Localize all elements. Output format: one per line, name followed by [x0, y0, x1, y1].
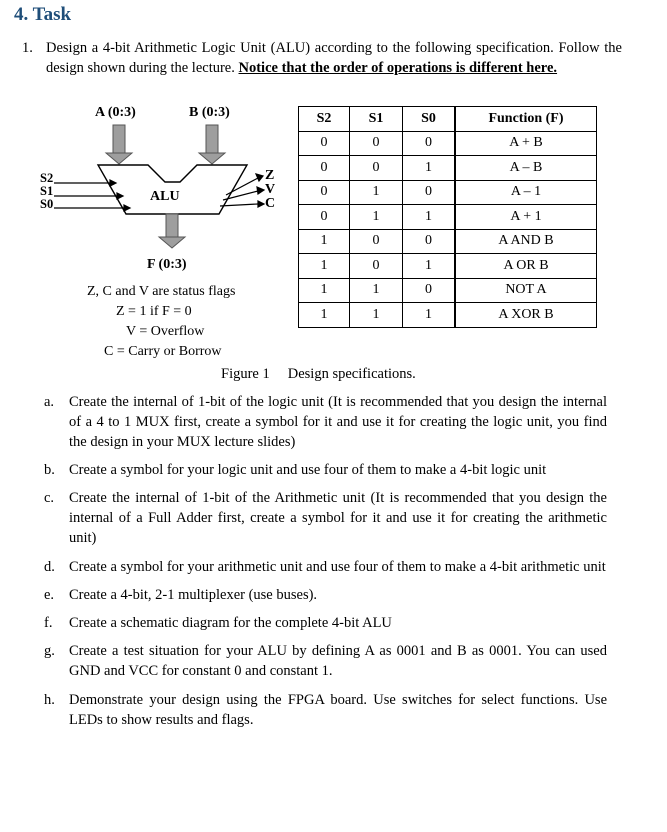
cell: 0 — [350, 254, 403, 279]
cell-function: A OR B — [455, 254, 597, 279]
flag-v-label: V — [265, 182, 276, 197]
task-text: Create a symbol for your arithmetic unit and use four of them to make a 4-bit arithmetic unit — [69, 559, 606, 575]
input-arrow-b — [199, 125, 225, 164]
intro-paragraph — [22, 38, 622, 78]
list-item — [22, 613, 607, 633]
output-arrow-f — [159, 214, 185, 248]
caption-label: Figure 1 — [221, 366, 270, 382]
cell: 0 — [350, 156, 403, 181]
alu-label: ALU — [150, 189, 180, 204]
list-item — [22, 641, 607, 681]
list-item — [22, 557, 607, 577]
table-row — [299, 180, 597, 205]
cell: 0 — [299, 131, 350, 156]
cell: 1 — [299, 229, 350, 254]
task-text: Create a symbol for your logic unit and use four of them to make a 4-bit logic unit — [69, 462, 547, 478]
cell: 0 — [299, 205, 350, 230]
section-heading: 4. Task — [14, 4, 72, 25]
flag-z-label: Z — [265, 168, 275, 183]
table-row — [299, 205, 597, 230]
cell: 0 — [403, 229, 456, 254]
select-s0-label: S0 — [40, 197, 54, 211]
cell: 0 — [299, 180, 350, 205]
task-label: e. — [44, 587, 55, 603]
cell: 0 — [403, 131, 456, 156]
cell: 0 — [403, 180, 456, 205]
table-row — [299, 229, 597, 254]
header-s2: S2 — [299, 107, 350, 132]
figure-caption — [221, 366, 416, 383]
intro-number: 1. — [22, 40, 33, 56]
task-text: Create a test situation for your ALU by defining A as 0001 and B as 0001. You can used GND and VCC for constant 0 and constant 1. — [69, 643, 607, 679]
cell-function: A – B — [455, 156, 597, 181]
cell-function: A AND B — [455, 229, 597, 254]
intro-text: Design a 4-bit Arithmetic Logic Unit (ALU) according to the following specification. Follow the design shown during the lecture. — [46, 40, 622, 76]
cell: 1 — [350, 180, 403, 205]
cell-function: A – 1 — [455, 180, 597, 205]
cell: 0 — [350, 229, 403, 254]
spec-table — [298, 106, 597, 328]
z-definition: Z = 1 if F = 0 — [116, 304, 192, 319]
header-s0: S0 — [403, 107, 456, 132]
cell: 1 — [350, 303, 403, 328]
cell: 1 — [299, 254, 350, 279]
cell: 1 — [350, 205, 403, 230]
task-text: Create the internal of 1-bit of the logic unit (It is recommended that you design the internal of a 4 to 1 MUX first, create a symbol for it and use it for creating the logic unit, you find the design in your MUX lecture slides) — [69, 394, 607, 450]
cell-function: A XOR B — [455, 303, 597, 328]
cell: 1 — [299, 278, 350, 303]
cell: 0 — [403, 278, 456, 303]
table-row — [299, 131, 597, 156]
input-arrow-a — [106, 125, 132, 164]
flags-note: Z, C and V are status flags — [87, 284, 236, 299]
header-function: Function (F) — [455, 107, 597, 132]
table-row — [299, 156, 597, 181]
task-text: Create a 4-bit, 2-1 multiplexer (use buses). — [69, 587, 318, 603]
list-item — [22, 392, 607, 452]
select-s1-label: S1 — [40, 184, 54, 198]
task-text: Create the internal of 1-bit of the Arithmetic unit (It is recommended that you design the internal of a Full Adder first, create a symbol for it and use it for creating the arithmetic unit) — [69, 490, 607, 546]
task-list — [22, 392, 607, 730]
cell-function: A + B — [455, 131, 597, 156]
list-item — [22, 488, 607, 548]
task-text: Demonstrate your design using the FPGA board. Use switches for select functions. Use LEDs to show results and flags. — [69, 692, 607, 728]
cell: 1 — [403, 303, 456, 328]
task-label: a. — [44, 394, 55, 410]
flag-c-label: C — [265, 196, 276, 211]
output-f-label: F (0:3) — [147, 257, 187, 272]
cell-function: NOT A — [455, 278, 597, 303]
cell-function: A + 1 — [455, 205, 597, 230]
list-item — [22, 585, 607, 605]
cell: 1 — [299, 303, 350, 328]
c-definition: C = Carry or Borrow — [104, 344, 222, 359]
intro-notice: Notice that the order of operations is different here. — [238, 60, 558, 76]
task-label: g. — [44, 643, 55, 659]
table-row — [299, 278, 597, 303]
table-row — [299, 303, 597, 328]
cell: 1 — [403, 205, 456, 230]
caption-text: Design specifications. — [287, 366, 416, 382]
list-item — [22, 690, 607, 730]
v-definition: V = Overflow — [126, 324, 205, 339]
task-label: b. — [44, 462, 55, 478]
input-b-label: B (0:3) — [189, 105, 230, 120]
alu-diagram — [40, 100, 290, 365]
task-label: c. — [44, 490, 55, 506]
table-header-row — [299, 107, 597, 132]
select-s2-label: S2 — [40, 171, 54, 185]
cell: 1 — [403, 254, 456, 279]
table-row — [299, 254, 597, 279]
cell: 0 — [350, 131, 403, 156]
task-text: Create a schematic diagram for the complete 4-bit ALU — [69, 615, 392, 631]
task-label: d. — [44, 559, 55, 575]
cell: 1 — [403, 156, 456, 181]
task-label: f. — [44, 615, 53, 631]
list-item — [22, 460, 607, 480]
input-a-label: A (0:3) — [95, 105, 136, 120]
cell: 1 — [350, 278, 403, 303]
header-s1: S1 — [350, 107, 403, 132]
cell: 0 — [299, 156, 350, 181]
task-label: h. — [44, 692, 55, 708]
